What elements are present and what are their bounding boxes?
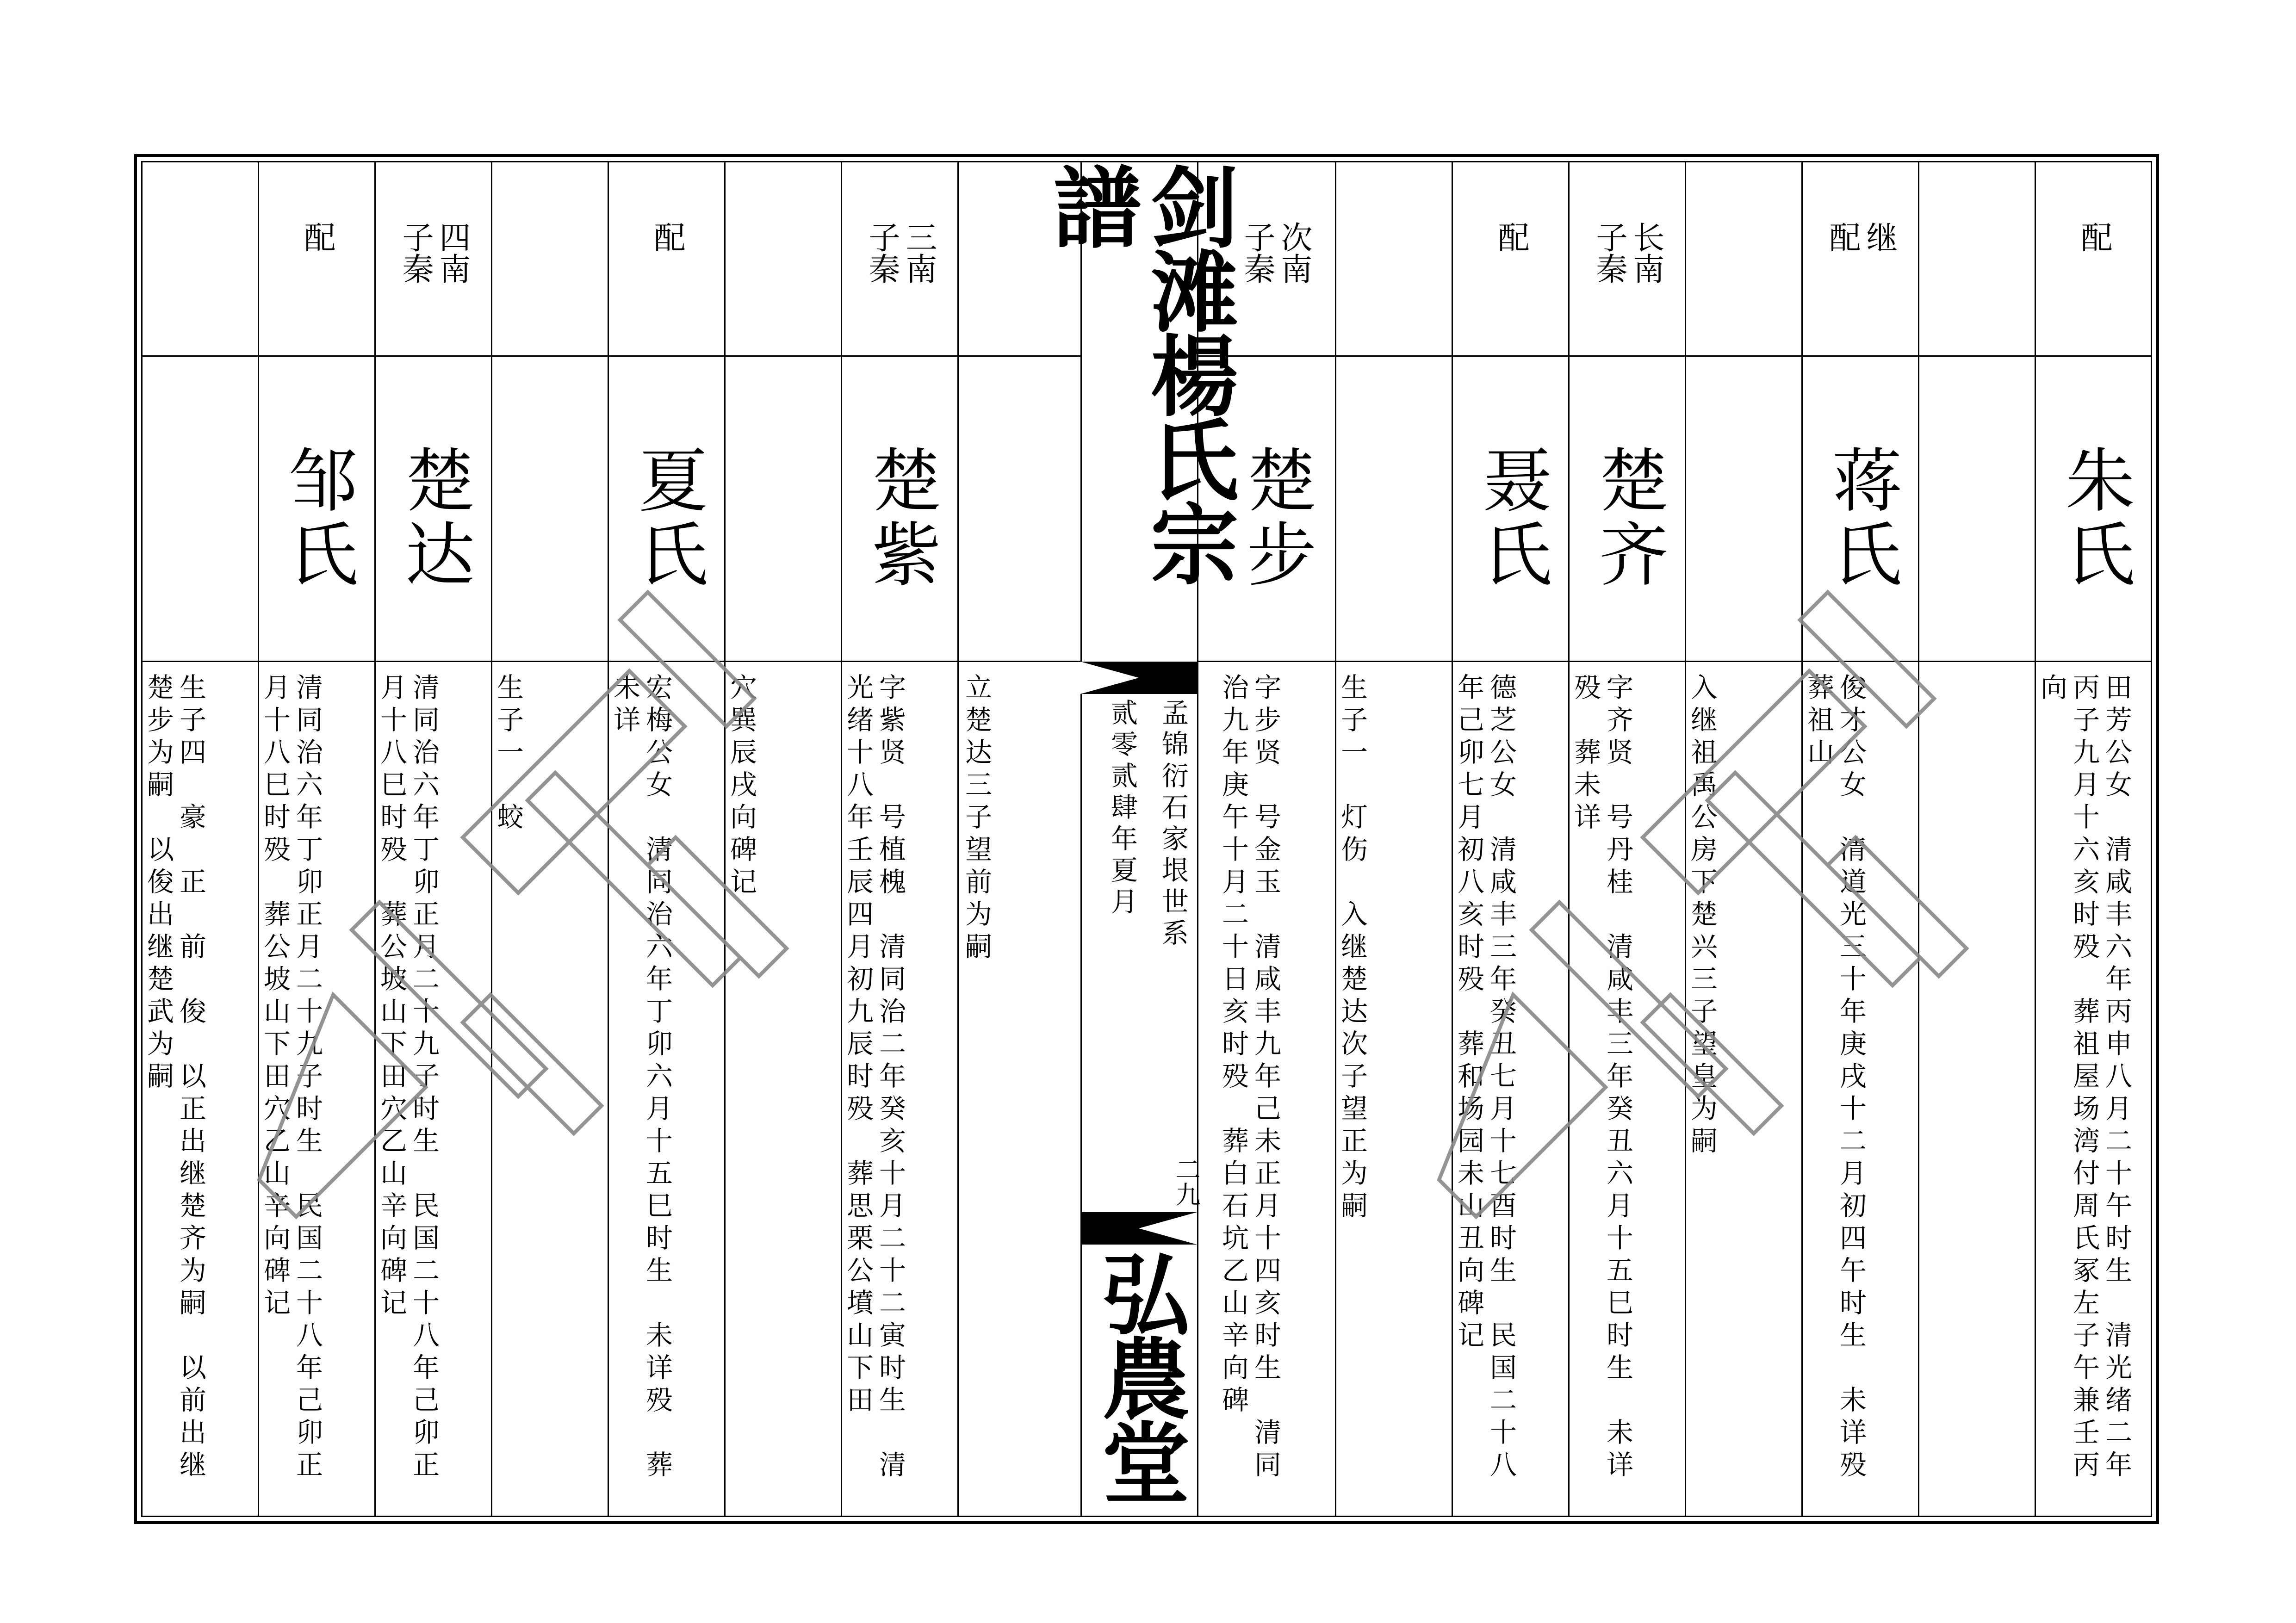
entry-rank: 配: [1493, 221, 1529, 253]
entry-name: 朱氏: [2054, 444, 2134, 592]
spine-band-top: [1080, 662, 1197, 694]
page-number: 二九: [1172, 1157, 1201, 1207]
entry-rank: 配: [2076, 221, 2112, 253]
edition-date: 贰零贰肆年夏月: [1106, 699, 1138, 919]
entry-rank: 配: [649, 221, 685, 253]
entry-text: 清同治六年丁卯正月二十九子时生 民国二十八年己卯正月十八巳时殁 葬公坡山下田穴乙山辛向碑记: [376, 673, 440, 1483]
entry-name: 邹氏: [277, 444, 357, 592]
divider-header-right: [1197, 355, 2152, 357]
entry-rank: 四南 子秦: [397, 221, 471, 284]
entry-name: 聂氏: [1471, 444, 1551, 592]
entry-text: 德芝公女 清咸丰三年癸丑七月十七酉时生 民国二十八年己卯七月初八亥时殁 葬和场园未山丑向碑记: [1453, 673, 1517, 1483]
entry-text: 字紫贤 号植槐 清同治二年癸亥十月二十二寅时生 清光绪十八年壬辰四月初九辰时殁 葬思栗公墳山下田: [842, 673, 906, 1483]
entry-name: 楚步: [1235, 444, 1316, 592]
entry-rank: 继 配: [1824, 221, 1898, 253]
divider-header-left: [141, 355, 1080, 357]
spine-band-bottom: [1080, 1212, 1197, 1245]
entry-text: 生子一 蛟: [492, 673, 524, 835]
publisher-line: 孟锦衍石家垠世系: [1157, 699, 1189, 950]
entry-text: 字步贤 号金玉 清咸丰九年己未正月十四亥时生 清同治九年庚午十月二十日亥时殁 葬白石坑乙山辛向碑: [1217, 673, 1281, 1483]
entry-text: 生子一 灯伤 入继楚达次子望正为嗣: [1336, 673, 1368, 1224]
entry-name: 楚达: [393, 444, 474, 592]
entry-text: 穴巽辰戌向碑记: [726, 673, 757, 900]
entry-text: 入继祖禹公房下楚兴三子望皇为嗣: [1686, 673, 1718, 1159]
entry-text: 清同治六年丁卯正月二十九子时生 民国二十八年己卯正月十八巳时殁 葬公坡山下田穴乙山辛向碑记: [259, 673, 323, 1483]
watermark-stamp: [1411, 578, 2013, 1226]
entry-text: 立楚达三子望前为嗣: [961, 673, 992, 965]
entry-name: 楚紫: [860, 444, 940, 592]
entry-text: 字齐贤 号丹桂 清咸丰三年癸丑六月十五巳时生 未详殁 葬未详: [1570, 673, 1633, 1483]
watermark-stamp: [231, 578, 833, 1226]
entry-text: 俊才公女 清道光三十年庚戌十二月初四午时生 未详殁 葬祖山: [1803, 673, 1867, 1515]
hall-name: 弘農堂: [1087, 1249, 1191, 1502]
entry-text: 生子四 豪 正 前 俊 以正出继楚齐为嗣 以前出继楚步为嗣 以俊出继楚武为嗣: [143, 673, 206, 1483]
entry-name: 夏氏: [627, 444, 707, 592]
entry-name: 楚齐: [1587, 444, 1668, 592]
genealogy-title: 剑滩楊氏宗譜: [1039, 162, 1239, 583]
entry-rank: 次南 子秦: [1239, 221, 1312, 284]
entry-text: 田芳公女 清咸丰六年丙申八月二十午时生 清光绪二年丙子九月十六亥时殁 葬祖屋场湾付周氏冢左子午兼壬丙向: [2036, 673, 2132, 1483]
entry-text: 宏梅公女 清同治六年丁卯六月十五巳时生 未详殁 葬未详: [609, 673, 673, 1483]
entry-rank: 配: [299, 221, 335, 253]
entry-name: 蒋氏: [1820, 444, 1901, 592]
entry-rank: 三南 子秦: [863, 221, 937, 284]
entry-rank: 长南 子秦: [1591, 221, 1664, 284]
